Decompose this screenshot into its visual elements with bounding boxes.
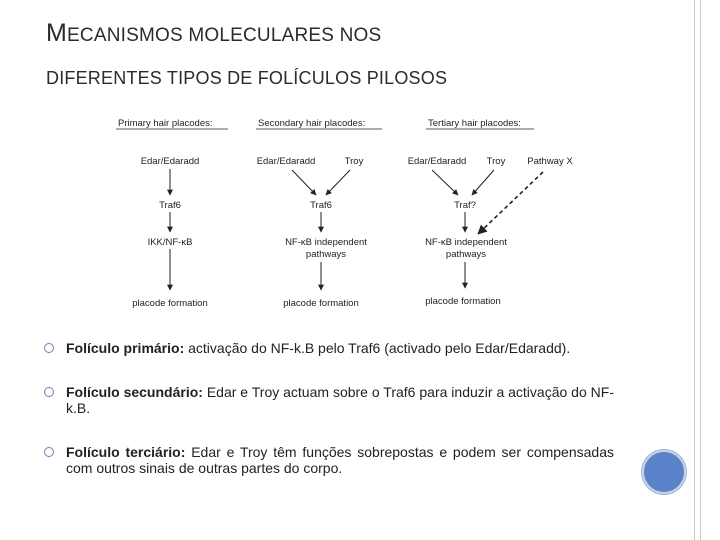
col3-header: Tertiary hair placodes: [428,118,521,129]
rail-line [700,0,701,540]
title-initial: M [46,19,68,47]
bullet-list [44,340,614,504]
bullet-item [44,340,614,356]
title-line-1: ECANISMOS MOLECULARES NOS [67,25,382,46]
bullet-text: Edar e Troy actuam sobre o Traf6 para induzir a activação do NF-k.B. [66,384,614,416]
col2-node-traf6: Traf6 [310,200,332,211]
bullet-icon [44,387,54,397]
col3-input-edar: Edar/Edaradd [407,156,467,167]
col2-node-nfkb: NF-κB independent [285,237,367,248]
bullet-item [44,384,614,416]
col3-node-traf: Traf? [454,200,476,211]
col1-node-edar: Edar/Edaradd [140,156,200,167]
col2-arrow [292,170,316,195]
col1-node-traf6: Traf6 [159,200,181,211]
col3-input-pathway-x: Pathway X [527,156,573,167]
bullet-term: Folículo primário: [66,340,185,356]
col2-input-edar: Edar/Edaradd [256,156,316,167]
col1-node-placode: placode formation [132,298,208,309]
placode-pathway-diagram [110,108,590,318]
col3-node-placode: placode formation [425,296,501,307]
col2-input-troy: Troy [344,156,364,167]
bullet-term: Folículo terciário: [66,444,186,460]
bullet-text: Edar e Troy têm funções sobrepostas e podem ser compensadas com outros sinais de outras partes do corpo. [66,444,614,476]
col3-input-troy: Troy [486,156,506,167]
slide-title [46,18,447,93]
col1-node-ikk: IKK/NF-κB [147,237,193,248]
col2-header: Secondary hair placodes: [258,118,366,129]
bullet-text: activação do NF-k.B pelo Traf6 (activado pelo Edar/Edaradd). [184,340,571,356]
col1-header: Primary hair placodes: [118,118,213,129]
bullet-icon [44,343,54,353]
decorative-circle [642,450,686,494]
col3-dashed-arrow [478,172,543,234]
bullet-item [44,444,614,476]
rail-line [694,0,695,540]
col2-node-placode: placode formation [283,298,359,309]
col3-arrow [432,170,458,195]
bullet-term: Folículo secundário: [66,384,203,400]
col3-node-nfkb: NF-κB independent [425,237,507,248]
col3-node-pathways: pathways [445,249,487,260]
bullet-icon [44,447,54,457]
diagram-svg [110,108,590,318]
right-decorative-rail [690,0,720,540]
col2-arrow [326,170,350,195]
col3-arrow [472,170,494,195]
col2-node-pathways: pathways [305,249,347,260]
title-line-2: DIFERENTES TIPOS DE FOLÍCULOS PILOSOS [46,68,448,88]
